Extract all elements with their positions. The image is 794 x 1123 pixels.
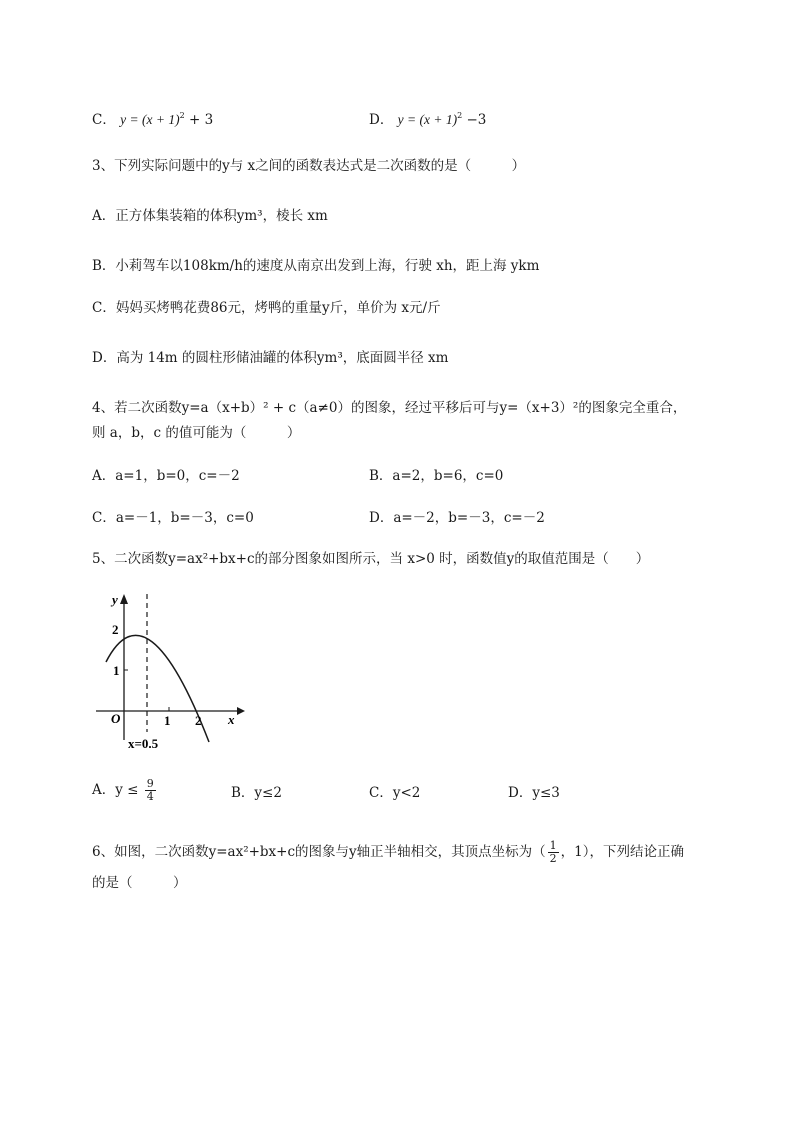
q2-option-d bbox=[369, 106, 486, 130]
q2-option-d-label: D． bbox=[369, 112, 394, 128]
q5-option-d: D．y≤3 bbox=[508, 785, 560, 801]
q2-option-c-tail: + 3 bbox=[184, 112, 214, 128]
y-axis-arrow-icon bbox=[120, 594, 128, 604]
q6-vertex-fraction bbox=[548, 840, 559, 865]
fraction-numerator: 9 bbox=[146, 777, 154, 790]
q5-option-a-fraction bbox=[145, 778, 156, 803]
q5-parabola-graph bbox=[92, 590, 252, 755]
x-tick-label-1: 1 bbox=[164, 713, 171, 728]
fraction-denominator: 2 bbox=[549, 852, 557, 865]
q2-option-c-expr: y = (x + 1) bbox=[120, 112, 180, 127]
y-tick-label-2: 2 bbox=[112, 622, 119, 637]
q5-stem: 5、二次函数y=ax²+bx+c的部分图象如图所示，当 x>0 时，函数值y的取值范围是（ ） bbox=[92, 551, 650, 567]
q3-option-b: B．小莉驾车以108km/h的速度从南京出发到上海，行驶 xh，距上海 ykm bbox=[92, 258, 540, 274]
q4-option-d: D．a=－2，b=－3，c=－2 bbox=[369, 510, 545, 526]
q4-option-b: B．a=2，b=6，c=0 bbox=[369, 468, 504, 484]
q5-option-a-text: A．y ≤ bbox=[92, 782, 139, 798]
x-axis-arrow-icon bbox=[237, 707, 245, 715]
q5-option-c: C．y<2 bbox=[369, 785, 421, 801]
q6-stem-line2: 的是（ ） bbox=[92, 875, 187, 891]
q3-option-c: C．妈妈买烤鸭花费86元，烤鸭的重量y斤，单价为 x元/斤 bbox=[92, 300, 441, 316]
q5-option-a bbox=[92, 778, 158, 803]
q3-option-a: A．正方体集装箱的体积ym³，棱长 xm bbox=[92, 208, 328, 224]
fraction-denominator: 4 bbox=[146, 790, 154, 803]
q2-option-c bbox=[92, 106, 213, 130]
q4-option-a: A．a=1，b=0，c=－2 bbox=[92, 468, 240, 484]
q4-option-c: C．a=－1，b=－3，c=0 bbox=[92, 510, 254, 526]
q2-option-c-label: C． bbox=[92, 112, 116, 128]
q6-stem-tail: ，1），下列结论正确 bbox=[560, 844, 685, 860]
y-axis-label: y bbox=[112, 592, 118, 607]
q2-option-d-expr: y = (x + 1) bbox=[397, 112, 458, 127]
symmetry-axis-label: x=0.5 bbox=[128, 736, 159, 751]
q3-stem: 3、下列实际问题中的y与 x之间的函数表达式是二次函数的是（ ） bbox=[92, 158, 526, 174]
q4-stem-line2: 则 a，b，c 的值可能为（ ） bbox=[92, 425, 301, 441]
x-tick-label-2: 2 bbox=[195, 713, 202, 728]
q5-option-b: B．y≤2 bbox=[231, 785, 282, 801]
fraction-numerator: 1 bbox=[549, 839, 557, 852]
q2-option-d-exp: 2 bbox=[457, 111, 463, 120]
q3-option-d: D．高为 14m 的圆柱形储油罐的体积ym³，底面圆半径 xm bbox=[92, 350, 449, 366]
q2-option-d-tail: −3 bbox=[462, 112, 487, 128]
y-tick-label-1: 1 bbox=[113, 663, 120, 678]
parabola-curve bbox=[106, 635, 209, 742]
q6-stem-text: 6、如图，二次函数y=ax²+bx+c的图象与y轴正半轴相交，其顶点坐标为（ bbox=[92, 844, 546, 860]
q4-stem-line1: 4、若二次函数y=a（x+b）² + c（a≠0）的图象，经过平移后可与y=（x+3）²的图象完全重合， bbox=[92, 400, 687, 416]
q2-option-c-exp: 2 bbox=[179, 111, 185, 120]
x-axis-label: x bbox=[228, 712, 235, 727]
origin-label: O bbox=[111, 711, 121, 726]
q6-stem-line1 bbox=[92, 840, 684, 865]
